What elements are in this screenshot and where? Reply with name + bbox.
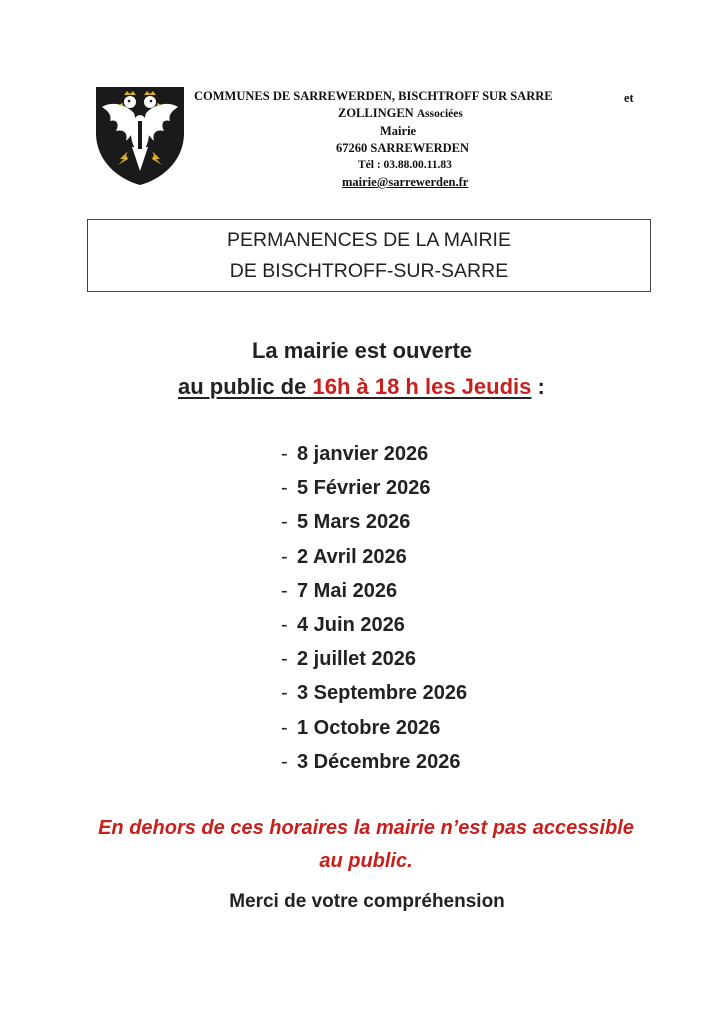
date-item xyxy=(281,540,467,574)
list-dash: - xyxy=(281,613,288,636)
list-dash: - xyxy=(281,545,288,568)
date-text: 3 Décembre 2026 xyxy=(297,750,461,773)
opening-line1: La mairie est ouverte xyxy=(251,338,473,363)
opening-hours: 16h à 18 h les Jeudis xyxy=(312,374,532,399)
opening-hours-underlined xyxy=(178,374,531,399)
opening-line2 xyxy=(178,374,545,400)
opening-prefix: au public de xyxy=(178,374,313,399)
date-item xyxy=(281,676,467,710)
date-item xyxy=(281,471,467,505)
title-box xyxy=(87,219,651,292)
date-item xyxy=(281,574,467,608)
list-dash: - xyxy=(281,648,288,671)
list-dash: - xyxy=(281,477,288,500)
zollingen-name: ZOLLINGEN xyxy=(338,106,414,120)
date-text: 2 juillet 2026 xyxy=(297,648,416,671)
communes-line: COMMUNES DE SARREWERDEN, BISCHTROFF SUR SARRE xyxy=(194,89,553,103)
closure-notice xyxy=(0,812,724,878)
title-line2: DE BISCHTROFF-SUR-SARRE xyxy=(229,260,509,282)
date-item xyxy=(281,711,467,745)
dates-list xyxy=(281,437,467,779)
list-dash: - xyxy=(281,750,288,773)
list-dash: - xyxy=(281,716,288,739)
list-dash: - xyxy=(281,443,288,465)
mairie-label: Mairie xyxy=(380,124,417,138)
notice-line2: au public. xyxy=(319,850,413,872)
email-link[interactable]: mairie@sarrewerden.fr xyxy=(342,175,469,189)
date-text: 2 Avril 2026 xyxy=(297,545,407,568)
date-item xyxy=(281,505,467,539)
title-line1: PERMANENCES DE LA MAIRIE xyxy=(227,229,511,251)
address: 67260 SARREWERDEN xyxy=(336,141,470,155)
date-text: 3 Septembre 2026 xyxy=(297,682,468,705)
phone: Tél : 03.88.00.11.83 xyxy=(358,159,452,171)
communes-et: et xyxy=(624,91,634,105)
notice-line1: En dehors de ces horaires la mairie n’est pas accessible xyxy=(98,817,634,839)
date-text: 5 Février 2026 xyxy=(297,477,431,500)
thanks-text: Merci de votre compréhension xyxy=(229,891,505,912)
eagle-coat-of-arms-icon xyxy=(94,85,186,187)
date-text: 8 janvier 2026 xyxy=(297,443,429,465)
list-dash: - xyxy=(281,579,288,602)
date-item xyxy=(281,437,467,471)
date-text: 5 Mars 2026 xyxy=(297,511,411,534)
date-item xyxy=(281,642,467,676)
date-text: 4 Juin 2026 xyxy=(297,613,405,636)
date-text: 7 Mai 2026 xyxy=(297,579,398,602)
opening-colon: : xyxy=(531,374,545,399)
date-item xyxy=(281,745,467,779)
list-dash: - xyxy=(281,682,288,705)
list-dash: - xyxy=(281,511,288,534)
zollingen-suffix: Associées xyxy=(416,108,463,120)
date-text: 1 Octobre 2026 xyxy=(297,716,441,739)
date-item xyxy=(281,608,467,642)
zollingen-line xyxy=(338,105,463,124)
